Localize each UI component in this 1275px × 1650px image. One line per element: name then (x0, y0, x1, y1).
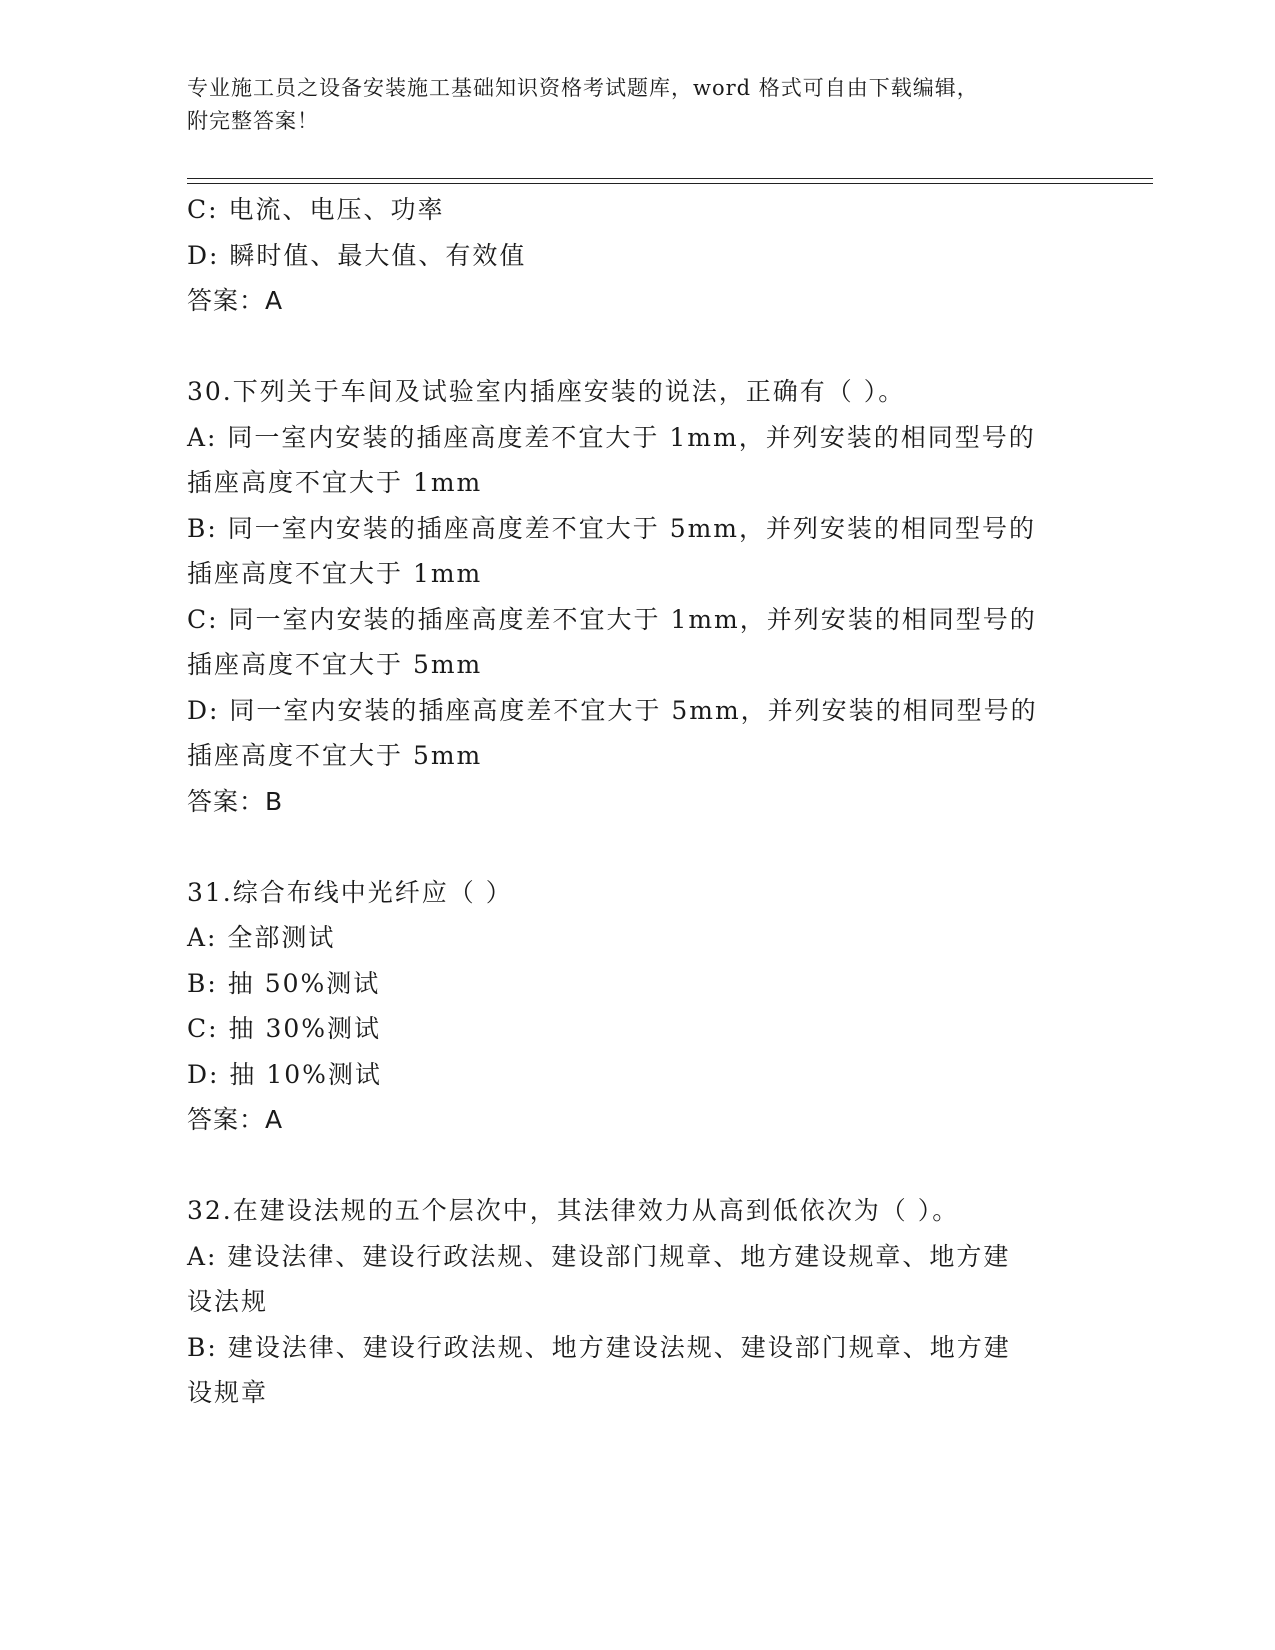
prev-option-d: D: 瞬时值、最大值、有效值 (187, 240, 527, 270)
document-header (187, 72, 1087, 138)
q31-question: 31.综合布线中光纤应（ ） (187, 877, 513, 907)
q30-option-c-cont: 插座高度不宜大于 5mm (187, 650, 483, 679)
header-divider-bottom (187, 183, 1153, 184)
spacer (187, 1143, 1087, 1189)
header-line-1: 专业施工员之设备安装施工基础知识资格考试题库，word 格式可自由下载编辑， (187, 76, 979, 100)
q31-option-b: B: 抽 50%测试 (187, 968, 381, 998)
prev-option-c: C: 电流、电压、功率 (187, 195, 445, 224)
q30-answer: 答案：B (187, 786, 284, 816)
q31-answer: 答案：A (187, 1105, 284, 1134)
q30-question: 30.下列关于车间及试验室内插座安装的说法，正确有（ ）。 (187, 377, 906, 406)
q32-question: 32.在建设法规的五个层次中，其法律效力从高到低依次为（ ）。 (187, 1196, 960, 1225)
q32-option-a-cont: 设法规 (187, 1287, 269, 1316)
q30-option-d: D: 同一室内安装的插座高度差不宜大于 5mm，并列安装的相同型号的 (187, 695, 1038, 725)
q30-option-a: A: 同一室内安装的插座高度差不宜大于 1mm，并列安装的相同型号的 (187, 422, 1036, 452)
q32-option-b-cont: 设规章 (187, 1378, 269, 1407)
q30-option-b-cont: 插座高度不宜大于 1mm (187, 559, 483, 588)
header-line-2: 附完整答案！ (187, 109, 319, 133)
q30-option-c: C: 同一室内安装的插座高度差不宜大于 1mm，并列安装的相同型号的 (187, 604, 1037, 634)
q31-option-d: D: 抽 10%测试 (187, 1059, 382, 1089)
spacer (187, 824, 1087, 870)
question-content (187, 187, 1087, 1416)
spacer (187, 324, 1087, 370)
header-divider-top (187, 178, 1153, 179)
prev-answer: 答案：A (187, 286, 284, 315)
q31-option-c: C: 抽 30%测试 (187, 1014, 382, 1043)
q30-option-d-cont: 插座高度不宜大于 5mm (187, 741, 483, 770)
q32-option-a: A: 建设法律、建设行政法规、建设部门规章、地方建设规章、地方建 (187, 1241, 1011, 1271)
q31-option-a: A: 全部测试 (187, 923, 336, 952)
q32-option-b: B: 建设法律、建设行政法规、地方建设法规、建设部门规章、地方建 (187, 1332, 1011, 1362)
q30-option-b: B: 同一室内安装的插座高度差不宜大于 5mm，并列安装的相同型号的 (187, 513, 1037, 543)
q30-option-a-cont: 插座高度不宜大于 1mm (187, 468, 483, 497)
